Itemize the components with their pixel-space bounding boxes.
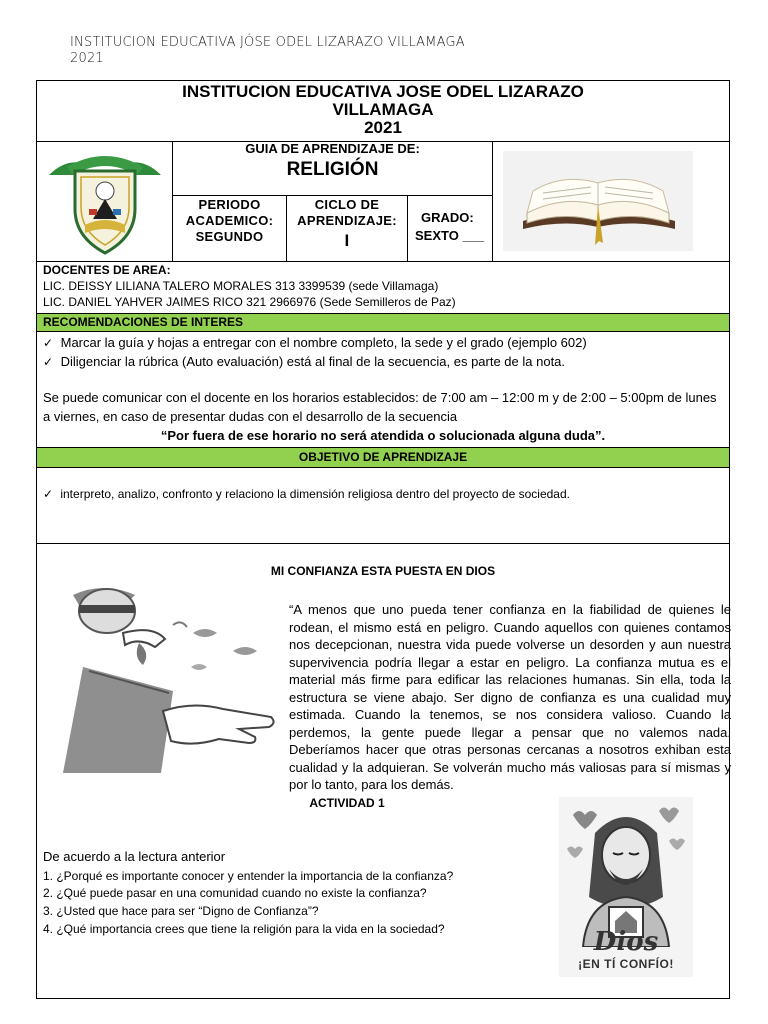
grade-cell: [415, 209, 491, 245]
cycle-line-1: CICLO DE: [314, 197, 380, 212]
period-cell: [173, 197, 286, 245]
period-line-3: SEGUNDO: [195, 229, 264, 244]
recommendations-heading: RECOMENDACIONES DE INTERES: [43, 315, 244, 329]
recommendation-text-1: Marcar la guía y hojas a entregar con el nombre completo, la sede y el grado (ejemplo 602): [60, 335, 587, 350]
page-header-year: 2021: [70, 51, 104, 66]
document-title: [37, 83, 729, 137]
title-line-2: VILLAMAGA: [332, 100, 434, 119]
checkmark-icon: ✓: [43, 355, 54, 369]
title-line-1: INSTITUCION EDUCATIVA JOSE ODEL LIZARAZO: [182, 82, 584, 101]
grade-line-1: GRADO:: [421, 210, 474, 225]
recommendation-item-1: [43, 335, 587, 350]
teacher-2: LIC. DANIEL YAHVER JAIMES RICO 321 2966976 (Sede Semilleros de Paz): [43, 295, 456, 309]
hours-note: “Por fuera de ese horario no será atendida o solucionada alguna duda”.: [160, 428, 606, 443]
activity-question-2: 2. ¿Qué puede pasar en una comunidad cuando no existe la confianza?: [43, 886, 427, 900]
trust-illustration: [43, 581, 281, 773]
activity-question-3: 3. ¿Usted que hace para ser “Digno de Confianza”?: [43, 904, 319, 918]
poster-caption: ¡EN TÍ CONFÍO!: [578, 957, 674, 971]
activity-title: ACTIVIDAD 1: [309, 796, 385, 810]
activity-question-1: 1. ¿Porqué es importante conocer y entender la importancia de la confianza?: [43, 869, 454, 883]
recommendation-item-2: [43, 354, 565, 369]
objective-bar: [37, 447, 729, 468]
period-line-1: PERIODO: [198, 197, 261, 212]
checkmark-icon: ✓: [43, 336, 54, 350]
recommendation-text-2: Diligenciar la rúbrica (Auto evaluación) está al final de la secuencia, es parte de la nota.: [60, 354, 566, 369]
checkmark-icon: ✓: [43, 487, 54, 501]
page-header-institution: INSTITUCION EDUCATIVA JÓSE ODEL LIZARAZO VILLAMAGA: [70, 35, 465, 50]
open-bible-image: [503, 151, 693, 251]
reading-text: “A menos que uno pueda tener confianza en la fiabilidad de quienes le rodean, el mismo está en peligro. Cuando aquellos con quienes contamos nos decepcionan, nuestra vida puede volverse un desorden y aun nuestra supervivencia podría llegar a estar en peligro. La confianza mutua es el material más firme para edificar las relaciones humanas. Sin ella, toda la estructura se viene abajo. Ser digno de confianza es una cualidad muy estimada. Cuando la tenemos, se nos considera valioso. Cuando la perdemos, la gente puede llegar a pensar que no valemos nada. Deberíamos hacer que otras personas cercanas a nosotros exhiban esta cualidad y la adquieran. Se volverán mucho más valiosas para sí mismas y por lo tanto, para los demás.: [289, 602, 731, 792]
guide-frame: [36, 80, 730, 999]
period-line-2: ACADEMICO:: [185, 213, 274, 228]
activity-intro: De acuerdo a la lectura anterior: [43, 849, 226, 864]
activity-question-4: 4. ¿Qué importancia crees que tiene la religión para la vida en la sociedad?: [43, 922, 445, 936]
poster-word: Dios: [593, 927, 659, 957]
grade-line-2: SEXTO ___: [415, 228, 485, 243]
contact-hours-text: Se puede comunicar con el docente en los horarios establecidos: de 7:00 am – 12:00 m y de 2:00 – 5:00pm de lunes a viernes, en caso de presentar dudas con el desarrollo de la secuencia: [43, 390, 717, 424]
title-line-3: 2021: [364, 118, 402, 137]
cycle-value: I: [344, 231, 350, 250]
objective-heading: OBJETIVO DE APRENDIZAJE: [298, 450, 468, 464]
cycle-line-2: APRENDIZAJE:: [297, 213, 397, 228]
school-crest-logo: [45, 145, 165, 257]
objective-item: [43, 487, 570, 501]
cycle-cell: [287, 197, 407, 249]
teachers-heading: DOCENTES DE AREA:: [43, 263, 171, 277]
jesus-poster: [559, 797, 693, 977]
subject-title: RELIGIÓN: [286, 159, 379, 180]
recommendations-bar: [37, 313, 729, 332]
teacher-1: LIC. DEISSY LILIANA TALERO MORALES 313 3399539 (sede Villamaga): [43, 279, 439, 293]
reading-title: MI CONFIANZA ESTA PUESTA EN DIOS: [270, 564, 496, 578]
objective-text: interpreto, analizo, confronto y relaciono la dimensión religiosa dentro del proyecto de sociedad.: [60, 487, 570, 501]
guide-label: GUIA DE APRENDIZAJE DE:: [245, 141, 420, 156]
